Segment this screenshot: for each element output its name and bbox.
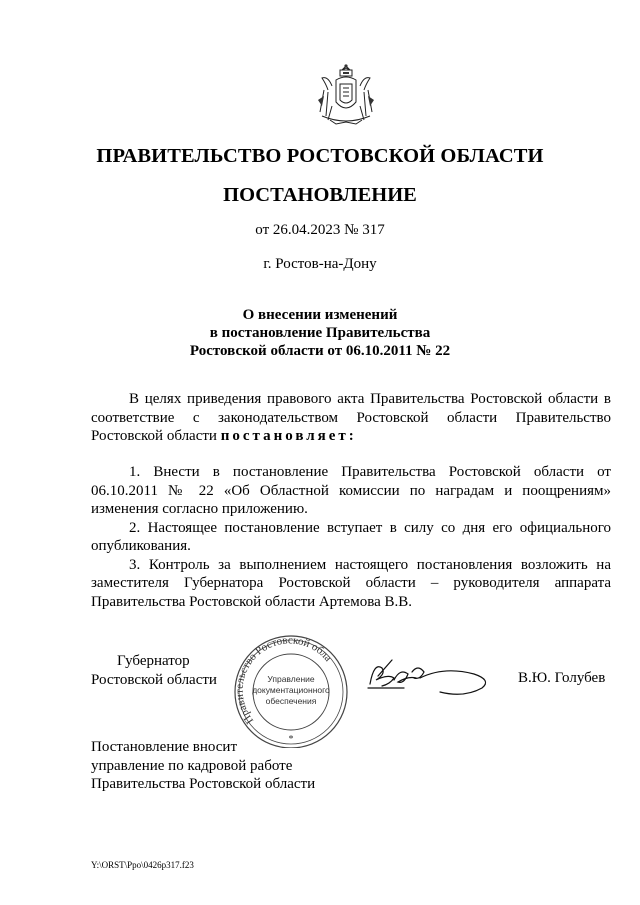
official-seal (228, 632, 354, 748)
seal-inner-line: Управление (267, 674, 315, 684)
signatory-role-line: Ростовской области (91, 671, 217, 688)
coat-of-arms-icon (314, 60, 378, 128)
decree-item: 1. Внести в постановление Правительства Ростовской области от 06.10.2011 № 22 «Об Областной комиссии по наградам и поощрениям» изменения согласно приложению. (91, 464, 611, 517)
document-subject (0, 306, 640, 360)
government-title: ПРАВИТЕЛЬСТВО РОСТОВСКОЙ ОБЛАСТИ (96, 145, 544, 167)
signatory-name: В.Ю. Голубев (518, 670, 606, 686)
seal-inner-line: документационного (252, 685, 330, 695)
decree-word: постановляет: (220, 428, 357, 444)
document-type: ПОСТАНОВЛЕНИЕ (223, 184, 417, 206)
submitted-by-line: Правительства Ростовской области (91, 776, 316, 792)
document-date-number: от 26.04.2023 № 317 (255, 222, 385, 238)
seal-inner-line: обеспечения (265, 696, 317, 706)
subject-line: О внесении изменений (242, 307, 398, 323)
subject-line: в постановление Правительства (209, 325, 431, 341)
submitted-by-line: Постановление вносит (91, 739, 238, 755)
handwritten-signature (364, 654, 496, 700)
seal-star: * (288, 734, 294, 745)
preamble (91, 390, 611, 446)
seal-outer-path: Правительство Ростовской области (233, 634, 335, 727)
decree-items (91, 463, 611, 611)
submitted-by (91, 738, 315, 794)
document-city: г. Ростов-на-Дону (263, 256, 377, 272)
submitted-by-line: управление по кадровой работе (91, 757, 293, 774)
preamble-text: В целях приведения правового акта Правительства Ростовской области в соответствие с законодательством Ростовской области Правительство Ростовской области (91, 391, 611, 444)
decree-item: 2. Настоящее постановление вступает в силу со дня его официального опубликования. (91, 519, 611, 554)
file-path: Y:\ORST\Ppo\0426p317.f23 (91, 860, 194, 870)
decree-item: 3. Контроль за выполнением настоящего постановления возложить на заместителя Губернатора Ростовской области – руководителя аппарата Правительства Ростовской области Артемова В.В. (91, 556, 611, 610)
signatory-role-line: Губернатор (117, 653, 190, 669)
signatory-role (91, 652, 217, 689)
subject-line: Ростовской области от 06.10.2011 № 22 (189, 343, 451, 359)
